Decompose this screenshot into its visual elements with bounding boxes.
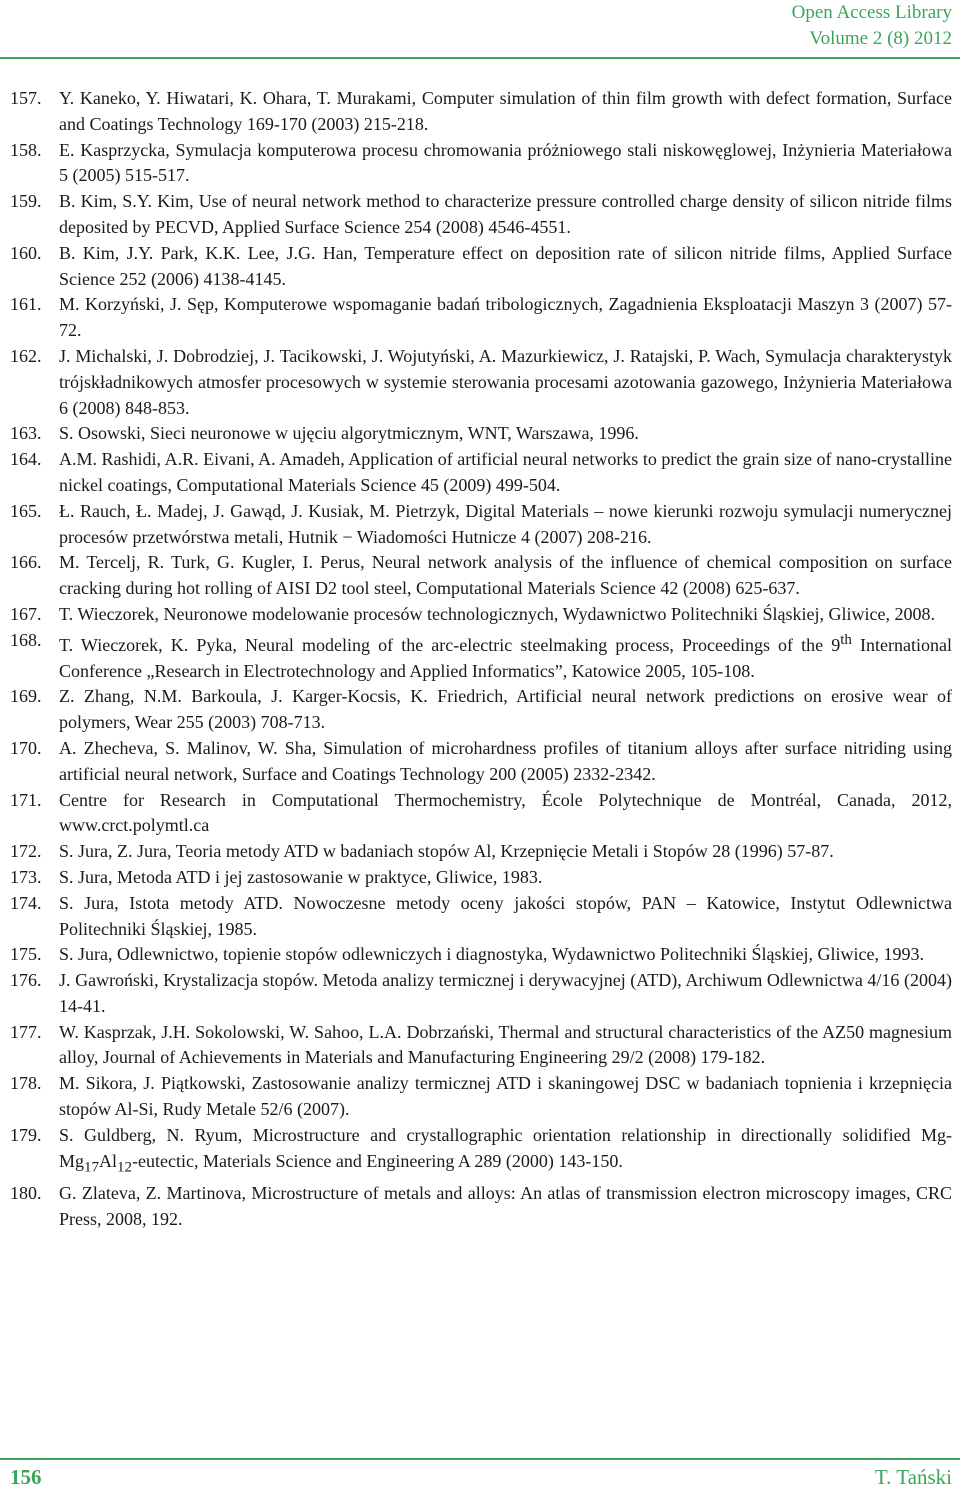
reference-item — [10, 968, 952, 1020]
reference-text: G. Zlateva, Z. Martinova, Microstructure of metals and alloys: An atlas of transmission electron microscopy images, CRC Press, 2008, 192. — [59, 1183, 952, 1229]
reference-text: S. Jura, Odlewnictwo, topienie stopów odlewniczych i diagnostyka, Wydawnictwo Politechniki Śląskiej, Gliwice, 1993. — [59, 944, 924, 965]
reference-item — [10, 1071, 952, 1123]
reference-text: W. Kasprzak, J.H. Sokolowski, W. Sahoo, L.A. Dobrzański, Thermal and structural characteristics of the AZ50 magnesium alloy, Journal of Achievements in Materials and Manufacturing Engineering 29/2 (2008) 179-182. — [59, 1021, 952, 1068]
reference-text: B. Kim, S.Y. Kim, Use of neural network method to characterize pressure controlled charge density of silicon nitride films deposited by PECVD, Applied Surface Science 254 (2008) 4546-4551. — [59, 191, 952, 237]
reference-item — [10, 1181, 952, 1233]
reference-number: 160. — [10, 242, 42, 263]
reference-text: Centre for Research in Computational Thermochemistry, École Polytechnique de Montréal, Canada, 2012, www.crct.polymtl.ca — [59, 789, 952, 836]
reference-number: 168. — [10, 629, 42, 650]
reference-item — [10, 736, 952, 788]
header-library: Open Access Library — [791, 2, 952, 23]
reference-item — [10, 138, 952, 190]
reference-text: T. Wieczorek, Neuronowe modelowanie procesów technologicznych, Wydawnictwo Politechniki Śląskiej, Gliwice, 2008. — [59, 603, 935, 624]
reference-text: M. Korzyński, J. Sęp, Komputerowe wspomaganie badań tribologicznych, Zagadnienia Eksploatacji Maszyn 3 (2007) 57-72. — [59, 294, 952, 341]
footer-rule — [0, 1458, 960, 1460]
ordinal-superscript: th — [840, 631, 852, 648]
reference-text-part: Al — [99, 1150, 118, 1171]
reference-number: 170. — [10, 737, 42, 758]
reference-item — [10, 865, 952, 891]
reference-text — [59, 1123, 952, 1181]
reference-number: 166. — [10, 552, 42, 573]
reference-number: 165. — [10, 500, 42, 521]
subscript: 12 — [117, 1159, 133, 1176]
reference-text-part: -eutectic, Materials Science and Engineering A 289 (2000) 143-150. — [132, 1150, 623, 1171]
reference-number: 161. — [10, 294, 42, 315]
reference-item — [10, 602, 952, 628]
reference-text: M. Tercelj, R. Turk, G. Kugler, I. Perus, Neural network analysis of the influence of chemical composition on surface cracking during hot rolling of AISI D2 tool steel, Computational Materials Science 42 (2008) 625-637. — [59, 552, 952, 599]
reference-text-part: S. Guldberg, N. Ryum, Microstructure and crystallographic orientation relationship in directionally solidified Mg-Mg — [59, 1124, 952, 1171]
reference-number: 158. — [10, 139, 42, 160]
reference-number: 180. — [10, 1183, 42, 1204]
reference-number: 163. — [10, 423, 42, 444]
reference-item — [10, 684, 952, 736]
running-author: T. Tański — [874, 1465, 952, 1489]
reference-number: 179. — [10, 1124, 42, 1145]
reference-item — [10, 839, 952, 865]
reference-text: A.M. Rashidi, A.R. Eivani, A. Amadeh, Application of artificial neural networks to predict the grain size of nano-crystalline nickel coatings, Computational Materials Science 45 (2009) 499-504. — [59, 449, 952, 495]
reference-text: E. Kasprzycka, Symulacja komputerowa procesu chromowania próżniowego stali niskowęglowej, Inżynieria Materiałowa 5 (2005) 515-517. — [59, 139, 952, 186]
reference-item — [10, 447, 952, 499]
reference-number: 167. — [10, 603, 42, 624]
reference-number: 178. — [10, 1073, 42, 1094]
reference-item — [10, 1123, 952, 1181]
reference-text: Y. Kaneko, Y. Hiwatari, K. Ohara, T. Murakami, Computer simulation of thin film growth with defect formation, Surface and Coatings Technology 169-170 (2003) 215-218. — [59, 88, 952, 134]
reference-text: S. Osowski, Sieci neuronowe w ujęciu algorytmicznym, WNT, Warszawa, 1996. — [59, 423, 639, 444]
reference-item — [10, 189, 952, 241]
reference-item — [10, 499, 952, 551]
reference-item — [10, 550, 952, 602]
reference-text-part: International Conference „Research in Electrotechnology and Applied Informatics”, Katowice 2005, 105-108. — [59, 634, 952, 681]
reference-text: J. Michalski, J. Dobrodziej, J. Tacikowski, J. Wojutyński, A. Mazurkiewicz, J. Ratajski, P. Wach, Symulacja charakterystyk trójskładnikowych atmosfer procesowych w systemie sterowania procesami azotowania gazowego, Inżynieria Materiałowa 6 (2008) 848-853. — [59, 345, 952, 418]
reference-number: 169. — [10, 686, 42, 707]
reference-number: 177. — [10, 1021, 42, 1042]
reference-item — [10, 241, 952, 293]
reference-item — [10, 421, 952, 447]
reference-item — [10, 942, 952, 968]
reference-item — [10, 1020, 952, 1072]
reference-number: 174. — [10, 892, 42, 913]
reference-text: M. Sikora, J. Piątkowski, Zastosowanie analizy termicznej ATD i skaningowej DSC w badaniach topnienia i krzepnięcia stopów Al-Si, Rudy Metale 52/6 (2007). — [59, 1073, 952, 1120]
reference-text — [59, 628, 952, 685]
reference-text: Z. Zhang, N.M. Barkoula, J. Karger-Kocsis, K. Friedrich, Artificial neural network predictions on erosive wear of polymers, Wear 255 (2003) 708-713. — [59, 686, 952, 733]
reference-number: 164. — [10, 449, 42, 470]
reference-number: 162. — [10, 345, 42, 366]
reference-item — [10, 86, 952, 138]
subscript: 17 — [84, 1159, 100, 1176]
reference-text: J. Gawroński, Krystalizacja stopów. Metoda analizy termicznej i derywacyjnej (ATD), Archiwum Odlewnictwa 4/16 (2004) 14-41. — [59, 970, 952, 1016]
reference-item — [10, 628, 952, 685]
reference-number: 159. — [10, 191, 42, 212]
reference-text: Ł. Rauch, Ł. Madej, J. Gawąd, J. Kusiak, M. Pietrzyk, Digital Materials – nowe kierunki rozwoju symulacji numerycznej procesów przetwórstwa metali, Hutnik − Wiadomości Hutnicze 4 (2007) 208-216. — [59, 500, 952, 547]
reference-item — [10, 788, 952, 840]
reference-text: B. Kim, J.Y. Park, K.K. Lee, J.G. Han, Temperature effect on deposition rate of silicon nitride films, Applied Surface Science 252 (2006) 4138-4145. — [59, 242, 952, 289]
reference-list — [10, 86, 952, 1233]
page-number: 156 — [10, 1465, 42, 1489]
reference-text: S. Jura, Metoda ATD i jej zastosowanie w praktyce, Gliwice, 1983. — [59, 866, 543, 887]
reference-text: A. Zhecheva, S. Malinov, W. Sha, Simulation of microhardness profiles of titanium alloys after surface nitriding using artificial neural network, Surface and Coatings Technology 200 (2005) 2332-2342. — [59, 737, 952, 784]
reference-number: 176. — [10, 970, 42, 991]
running-header — [792, 0, 952, 52]
reference-item — [10, 292, 952, 344]
header-rule — [0, 57, 960, 59]
reference-number: 173. — [10, 866, 42, 887]
reference-number: 171. — [10, 789, 42, 810]
reference-number: 157. — [10, 88, 42, 108]
reference-item — [10, 344, 952, 421]
reference-number: 172. — [10, 841, 42, 862]
reference-text-part: T. Wieczorek, K. Pyka, Neural modeling of the arc-electric steelmaking process, Proceedings of the 9 — [59, 634, 841, 655]
reference-number: 175. — [10, 944, 42, 965]
reference-text: S. Jura, Z. Jura, Teoria metody ATD w badaniach stopów Al, Krzepnięcie Metali i Stopów 28 (1996) 57-87. — [59, 841, 834, 862]
header-volume: Volume 2 (8) 2012 — [809, 28, 952, 49]
reference-text: S. Jura, Istota metody ATD. Nowoczesne metody oceny jakości stopów, PAN – Katowice, Instytut Odlewnictwa Politechniki Śląskiej, 1985. — [59, 892, 952, 939]
reference-item — [10, 891, 952, 943]
